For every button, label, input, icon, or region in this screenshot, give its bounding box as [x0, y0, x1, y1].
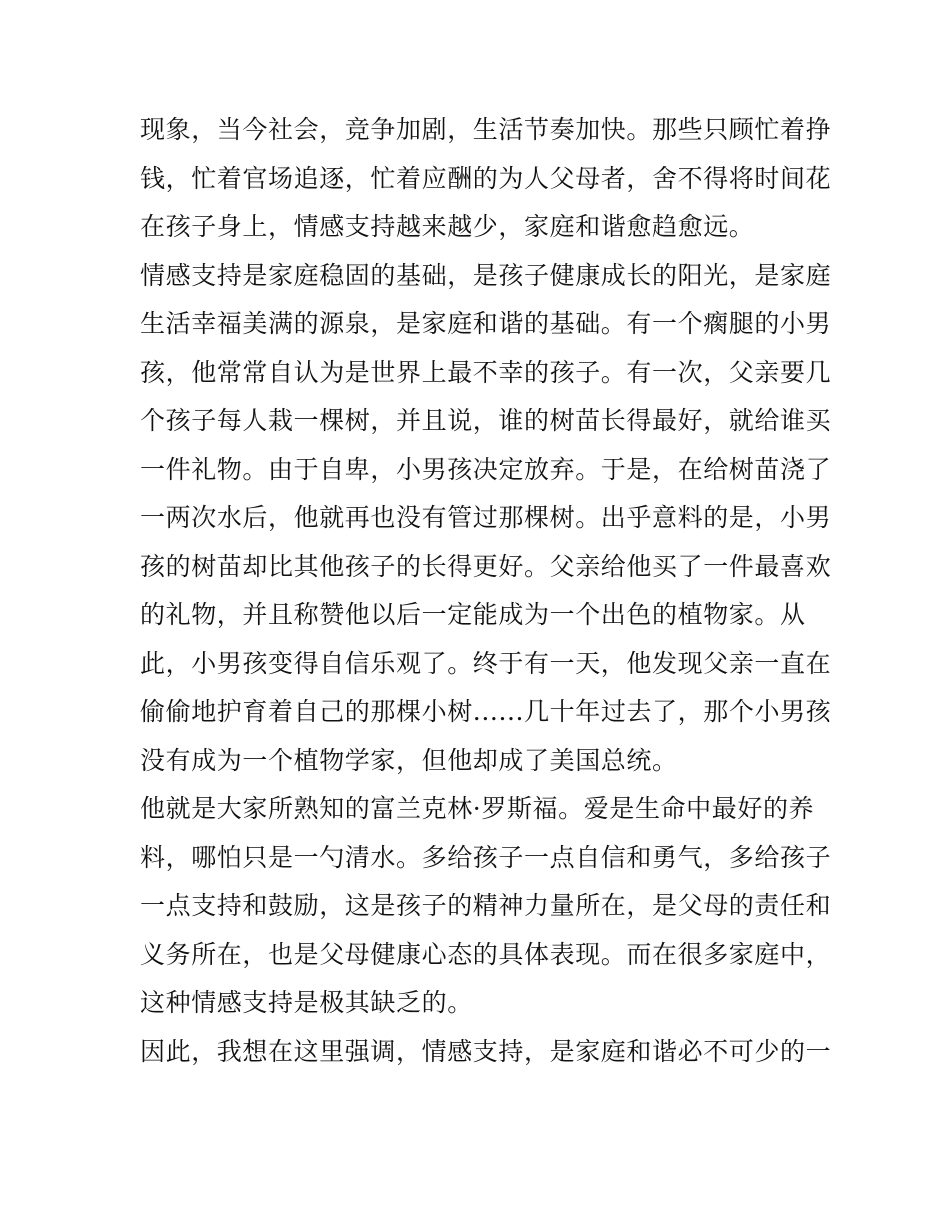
text-line: 的礼物，并且称赞他以后一定能成为一个出色的植物家。从 — [140, 600, 806, 629]
text-line: 在孩子身上，情感支持越来越少，家庭和谐愈趋愈远。 — [140, 212, 755, 241]
text-line: 因此，我想在这里强调，情感支持，是家庭和谐必不可少的一 — [140, 1036, 832, 1066]
text-line: 他就是大家所熟知的富兰克林·罗斯福。爱是生命中最好的养 — [140, 794, 815, 823]
text-line: 偷偷地护育着自己的那棵小树......几十年过去了，那个小男孩 — [140, 697, 832, 726]
text-line: 情感支持是家庭稳固的基础，是孩子健康成长的阳光，是家庭 — [140, 260, 832, 290]
text-line: 孩的树苗却比其他孩子的长得更好。父亲给他买了一件最喜欢 — [140, 551, 832, 581]
text-line: 孩，他常常自认为是世界上最不幸的孩子。有一次，父亲要几 — [140, 357, 832, 387]
text-line: 义务所在，也是父母健康心态的具体表现。而在很多家庭中， — [140, 939, 832, 969]
text-line: 现象，当今社会，竞争加剧，生活节奏加快。那些只顾忙着挣 — [140, 115, 832, 144]
text-line: 此，小男孩变得自信乐观了。终于有一天，他发现父亲一直在 — [140, 648, 832, 678]
text-line: 料，哪怕只是一勺清水。多给孩子一点自信和勇气，多给孩子 — [140, 842, 832, 872]
body-text — [140, 106, 832, 1076]
text-line: 一点支持和鼓励，这是孩子的精神力量所在，是父母的责任和 — [140, 891, 832, 920]
text-line: 一件礼物。由于自卑，小男孩决定放弃。于是，在给树苗浇了 — [140, 454, 832, 484]
text-line: 生活幸福美满的源泉，是家庭和谐的基础。有一个瘸腿的小男 — [140, 309, 832, 338]
text-line: 钱，忙着官场追逐，忙着应酬的为人父母者，舍不得将时间花 — [140, 163, 832, 193]
text-line: 没有成为一个植物学家，但他却成了美国总统。 — [140, 745, 678, 775]
text-line: 这种情感支持是极其缺乏的。 — [140, 988, 473, 1017]
text-line: 个孩子每人栽一棵树，并且说，谁的树苗长得最好，就给谁买 — [140, 406, 832, 435]
text-line: 一两次水后，他就再也没有管过那棵树。出乎意料的是，小男 — [140, 503, 832, 532]
